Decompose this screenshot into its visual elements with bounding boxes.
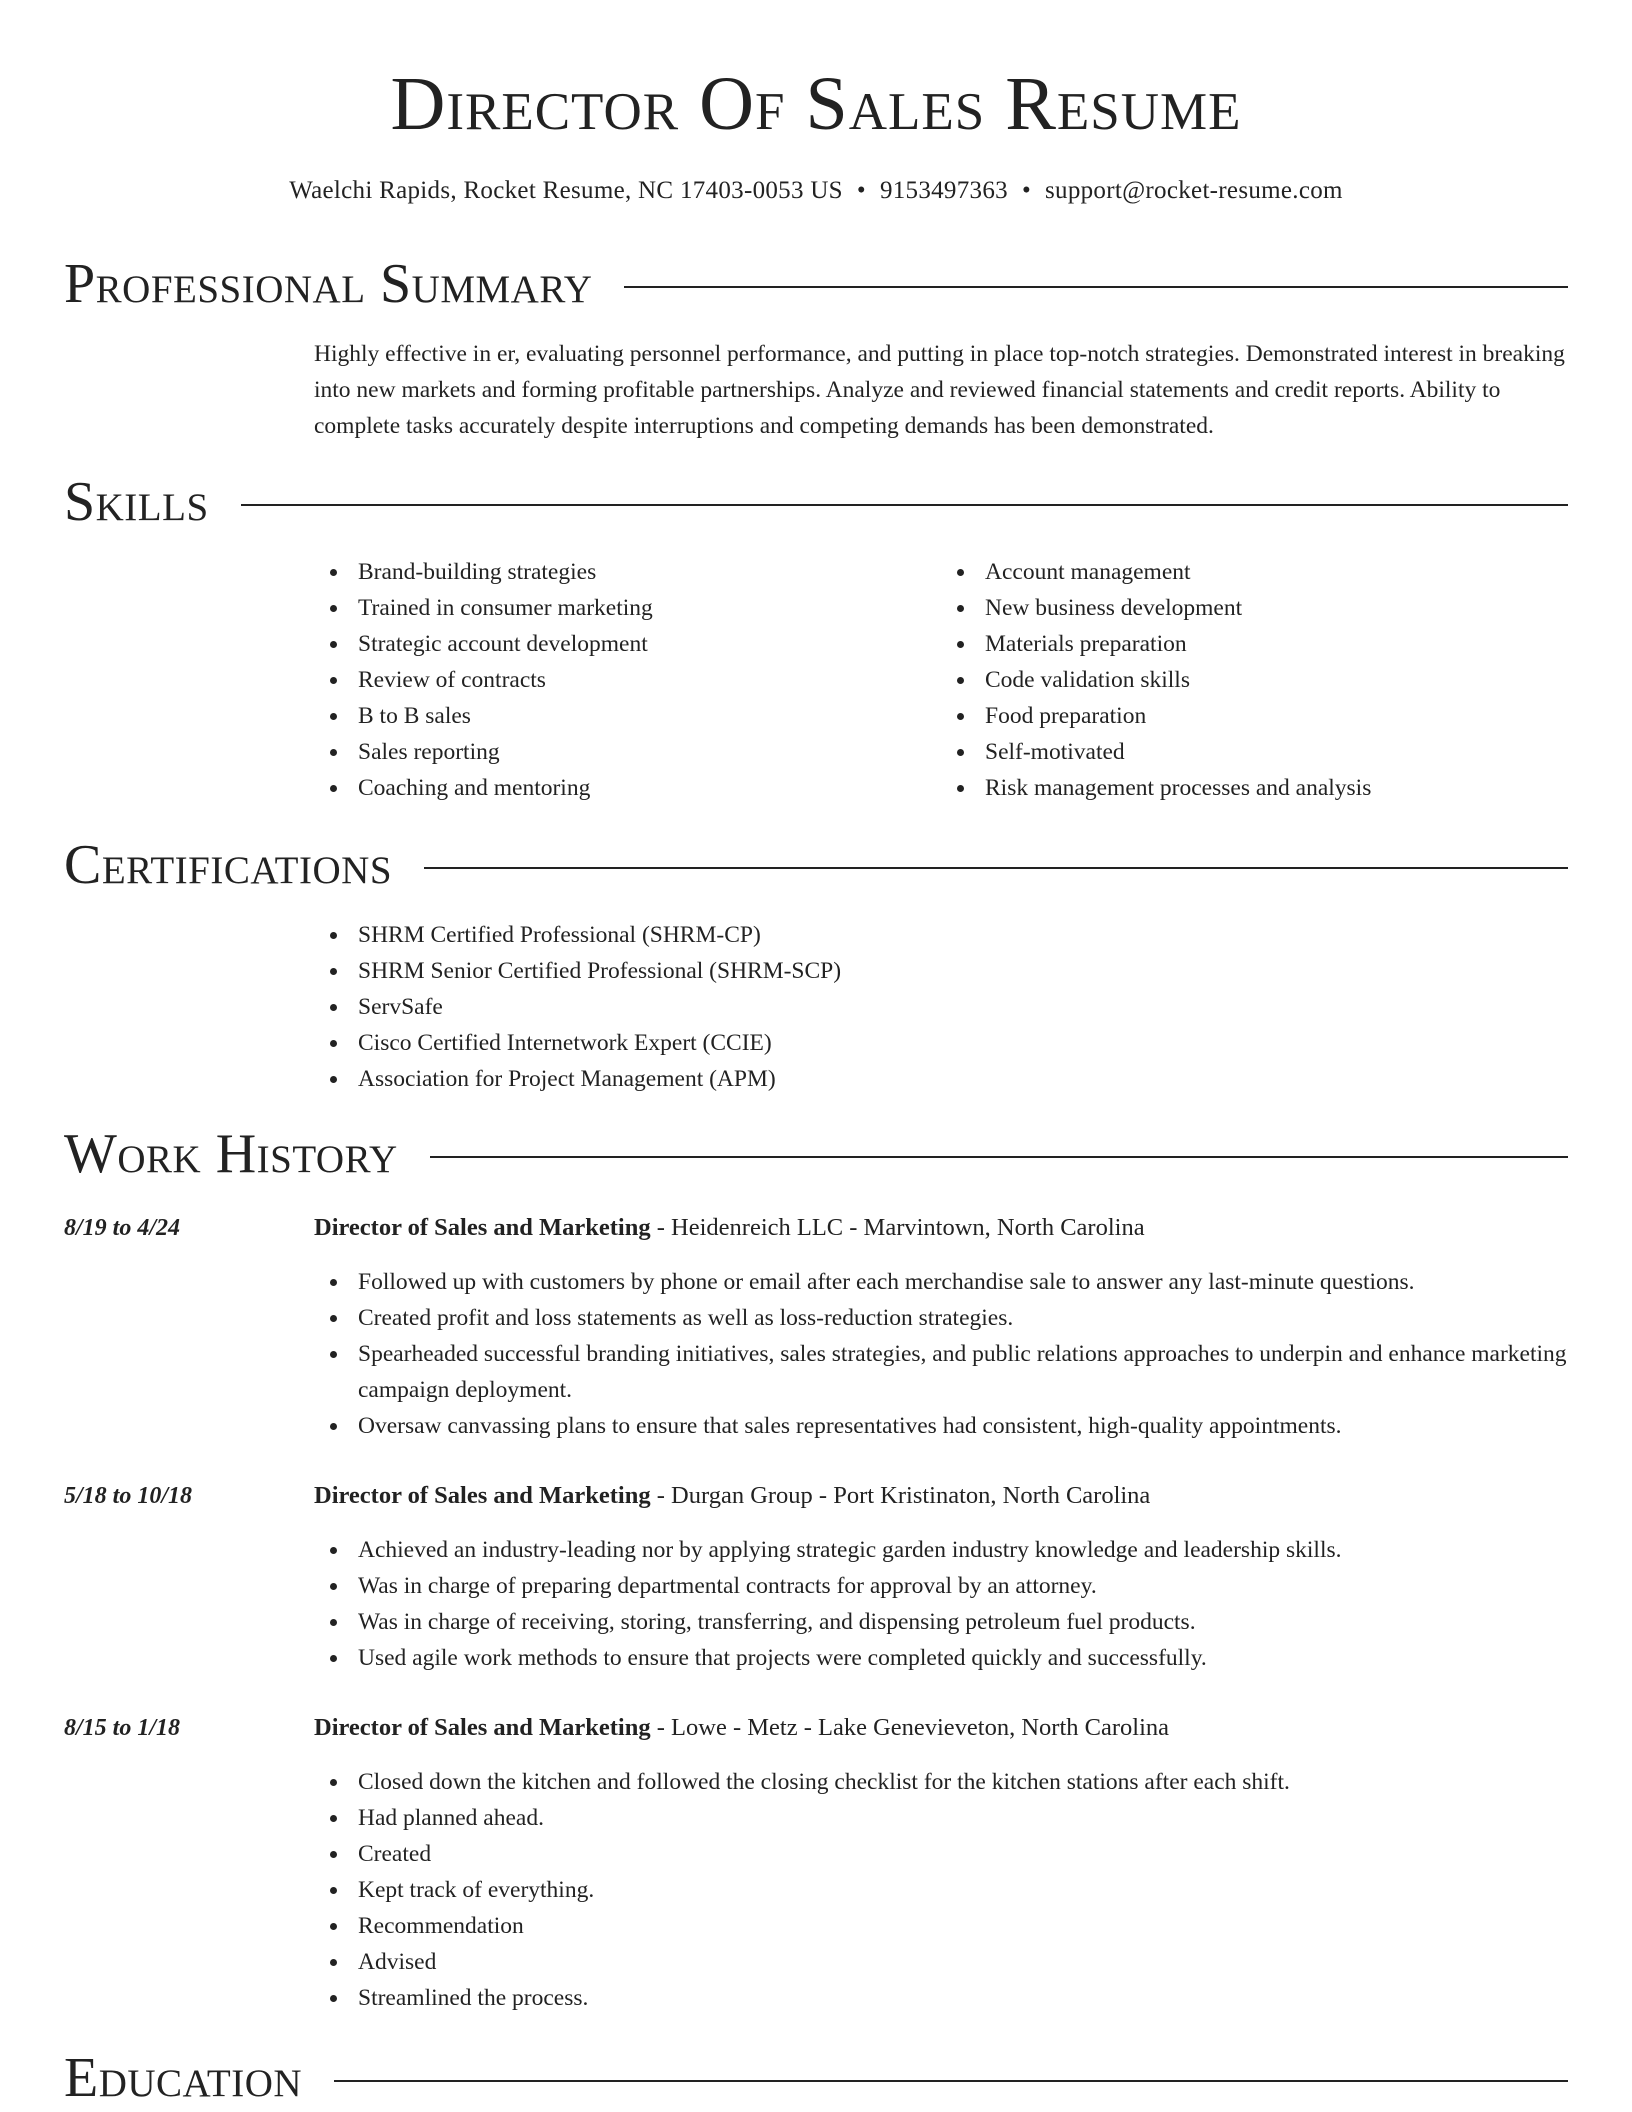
- job-bullet: Achieved an industry-leading nor by applying strategic garden industry knowledge and leadership skills.: [358, 1532, 1568, 1568]
- contact-phone: 9153497363: [879, 177, 1008, 204]
- contact-separator: •: [856, 177, 866, 204]
- contact-line: [64, 175, 1568, 207]
- summary-text: Highly effective in er, evaluating personnel performance, and putting in place top-notch strategies. Demonstrated interest in breaking into new markets and forming profitable partnerships. Analyze and reviewed financial statements and credit reports. Ability to complete tasks accurately despite interruptions and competing demands has been demonstrated.: [314, 341, 1565, 439]
- summary-block: [314, 336, 1568, 444]
- skill-item: New business development: [985, 590, 1568, 626]
- job-bullet: Oversaw canvassing plans to ensure that sales representatives had consistent, high-quality appointments.: [358, 1408, 1568, 1444]
- section-title-skills: Skills: [64, 471, 209, 533]
- certification-item: ServSafe: [358, 989, 1568, 1025]
- job-bullet: Was in charge of receiving, storing, transferring, and dispensing petroleum fuel products.: [358, 1604, 1568, 1640]
- contact-email[interactable]: support@rocket-resume.com: [1045, 177, 1343, 204]
- skills-list-right: [941, 554, 1568, 806]
- skill-item: Trained in consumer marketing: [358, 590, 941, 626]
- skill-item: Risk management processes and analysis: [985, 770, 1568, 806]
- job-bullet: Recommendation: [358, 1908, 1568, 1944]
- job-employer-location: - Lowe - Metz - Lake Genevieveton, North Carolina: [650, 1714, 1170, 1741]
- job-bullet: Created: [358, 1836, 1568, 1872]
- section-header-skills: [64, 470, 1568, 534]
- contact-separator: •: [1021, 177, 1031, 204]
- skill-item: Coaching and mentoring: [358, 770, 941, 806]
- job-bullet: Created profit and loss statements as well as loss-reduction strategies.: [358, 1300, 1568, 1336]
- skill-item: Sales reporting: [358, 734, 941, 770]
- job-dates: 5/18 to 10/18: [64, 1483, 193, 1509]
- job-bullet: Streamlined the process.: [358, 1980, 1568, 2016]
- job-bullet: Kept track of everything.: [358, 1872, 1568, 1908]
- section-header-certifications: [64, 833, 1568, 897]
- job-employer-location: - Durgan Group - Port Kristinaton, North Carolina: [650, 1482, 1151, 1509]
- section-divider: [624, 286, 1568, 288]
- resume-title: Director Of Sales Resume: [390, 62, 1242, 146]
- section-title-work-history: Work History: [64, 1123, 398, 1185]
- job-bullet: Had planned ahead.: [358, 1800, 1568, 1836]
- section-title-education: Education: [64, 2047, 303, 2109]
- certification-item: SHRM Senior Certified Professional (SHRM-SCP): [358, 953, 1568, 989]
- job-dates: 8/19 to 4/24: [64, 1215, 181, 1241]
- job-bullet: Spearheaded successful branding initiatives, sales strategies, and public relations approaches to underpin and enhance marketing campaign deployment.: [358, 1336, 1568, 1408]
- job-title: Director of Sales and Marketing: [314, 1482, 651, 1509]
- section-header-education: [64, 2046, 1568, 2110]
- job-bullet: Was in charge of preparing departmental contracts for approval by an attorney.: [358, 1568, 1568, 1604]
- section-title-certifications: Certifications: [64, 834, 393, 896]
- job-bullet: Followed up with customers by phone or email after each merchandise sale to answer any last-minute questions.: [358, 1264, 1568, 1300]
- job-entry: [314, 1478, 1568, 1676]
- section-header-summary: [64, 252, 1568, 316]
- job-bullet-list: [314, 1764, 1568, 2016]
- section-header-work-history: [64, 1122, 1568, 1186]
- skill-item: Food preparation: [985, 698, 1568, 734]
- job-bullet: Closed down the kitchen and followed the closing checklist for the kitchen stations after each shift.: [358, 1764, 1568, 1800]
- section-divider: [430, 1156, 1568, 1158]
- job-heading: [314, 1210, 1568, 1246]
- job-dates: 8/15 to 1/18: [64, 1715, 181, 1741]
- skill-item: Materials preparation: [985, 626, 1568, 662]
- skill-item: B to B sales: [358, 698, 941, 734]
- skills-block: [314, 554, 1568, 806]
- section-divider: [424, 867, 1568, 869]
- skill-item: Code validation skills: [985, 662, 1568, 698]
- skill-item: Account management: [985, 554, 1568, 590]
- section-divider: [241, 504, 1568, 506]
- resume-page: [64, 0, 1568, 2112]
- skill-item: Self-motivated: [985, 734, 1568, 770]
- certification-item: SHRM Certified Professional (SHRM-CP): [358, 917, 1568, 953]
- job-title: Director of Sales and Marketing: [314, 1214, 651, 1241]
- job-entry: [314, 1210, 1568, 1444]
- section-title-summary: Professional Summary: [64, 253, 593, 315]
- job-heading: [314, 1478, 1568, 1514]
- certifications-list: [314, 917, 1568, 1097]
- skills-list-left: [314, 554, 941, 806]
- skill-item: Strategic account development: [358, 626, 941, 662]
- job-bullet: Used agile work methods to ensure that projects were completed quickly and successfully.: [358, 1640, 1568, 1676]
- contact-address: Waelchi Rapids, Rocket Resume, NC 17403-0053 US: [289, 177, 843, 204]
- skill-item: Brand-building strategies: [358, 554, 941, 590]
- job-heading: [314, 1710, 1568, 1746]
- job-bullet-list: [314, 1532, 1568, 1676]
- job-employer-location: - Heidenreich LLC - Marvintown, North Carolina: [650, 1214, 1145, 1241]
- certifications-block: [314, 917, 1568, 1097]
- job-bullet-list: [314, 1264, 1568, 1444]
- certification-item: Association for Project Management (APM): [358, 1061, 1568, 1097]
- job-entry: [314, 1710, 1568, 2016]
- certification-item: Cisco Certified Internetwork Expert (CCIE): [358, 1025, 1568, 1061]
- section-divider: [334, 2080, 1568, 2082]
- job-title: Director of Sales and Marketing: [314, 1714, 651, 1741]
- job-bullet: Advised: [358, 1944, 1568, 1980]
- skill-item: Review of contracts: [358, 662, 941, 698]
